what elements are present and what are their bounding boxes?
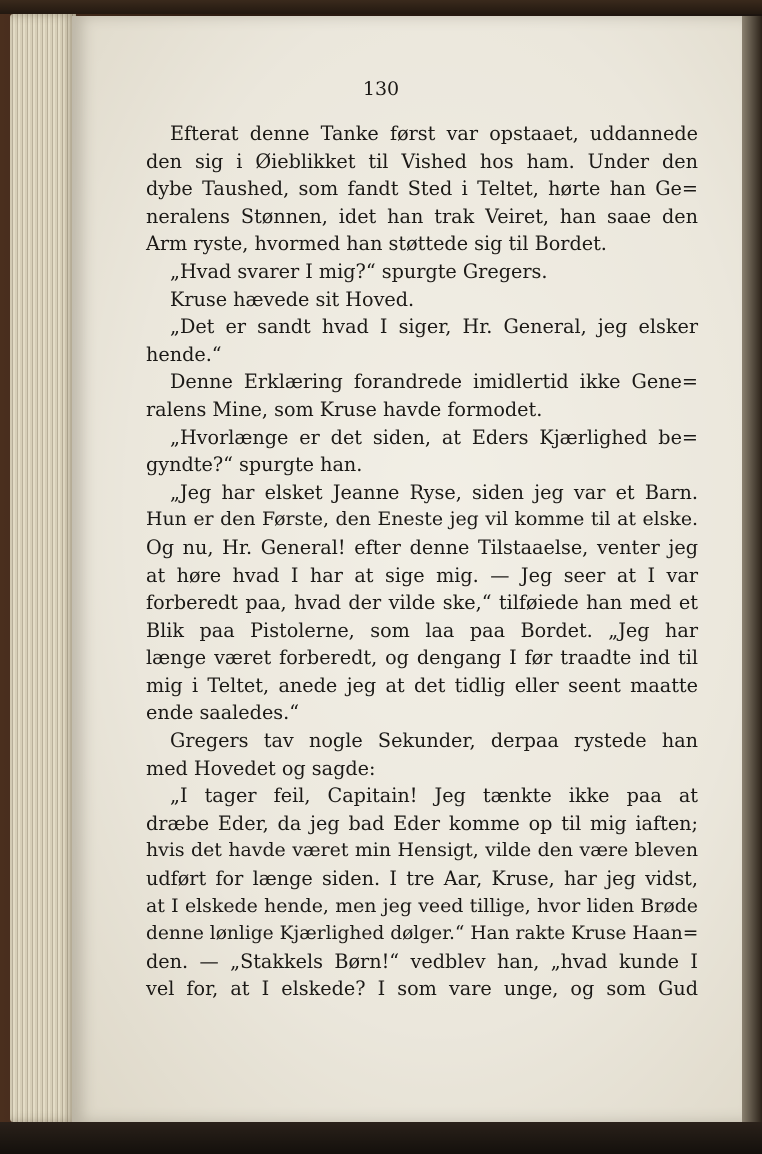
page-number: 130: [362, 78, 400, 100]
text-line: længe været forberedt, og dengang I før traadte ind til: [146, 646, 698, 670]
page-edges: [10, 14, 76, 1122]
page-binding-shadow: [742, 16, 762, 1122]
text-line: dræbe Eder, da jeg bad Eder komme op til mig iaften;: [146, 811, 698, 835]
book-cover-top: [0, 0, 762, 14]
text-line: „Det er sandt hvad I siger, Hr. General, jeg elsker: [170, 315, 698, 339]
book-cover-bottom: [0, 1122, 762, 1154]
text-line: vel for, at I elskede? I som vare unge, og som Gud: [146, 977, 698, 1001]
text-line: Arm ryste, hvormed han støttede sig til Bordet.: [146, 232, 607, 256]
text-line: „I tager feil, Capitain! Jeg tænkte ikke paa at: [170, 784, 698, 808]
text-line: gyndte?“ spurgte han.: [146, 453, 363, 477]
text-line: hende.“: [146, 342, 222, 366]
text-line: „Hvad svarer I mig?“ spurgte Gregers.: [170, 259, 548, 283]
text-line: med Hovedet og sagde:: [146, 756, 376, 780]
text-line: udført for længe siden. I tre Aar, Kruse, har jeg vidst,: [146, 867, 698, 891]
text-line: ende saaledes.“: [146, 701, 300, 725]
text-line: „Hvorlænge er det siden, at Eders Kjærlighed be=: [170, 425, 698, 449]
text-line: neralens Stønnen, idet han trak Veiret, han saae den: [146, 204, 698, 228]
text-line: hvis det havde været min Hensigt, vilde den være bleven: [146, 839, 698, 862]
text-line: forberedt paa, hvad der vilde ske,“ tilføiede han med et: [146, 591, 698, 615]
text-line: dybe Taushed, som fandt Sted i Teltet, hørte han Ge=: [146, 177, 698, 201]
text-line: denne lønlige Kjærlighed dølger.“ Han rakte Kruse Haan=: [146, 923, 699, 945]
text-line: Gregers tav nogle Sekunder, derpaa rystede han: [170, 729, 698, 753]
text-line: ralens Mine, som Kruse havde formodet.: [146, 397, 543, 421]
text-line: Kruse hævede sit Hoved.: [170, 287, 415, 311]
text-line: Efterat denne Tanke først var opstaaet, uddannede: [170, 122, 698, 145]
text-line: at I elskede hende, men jeg veed tillige, hvor liden Brøde: [146, 894, 698, 917]
body-text: [146, 120, 699, 1003]
text-line: den sig i Øieblikket til Vished hos ham. Under den: [146, 149, 698, 173]
text-line: at høre hvad I har at sige mig. — Jeg seer at I var: [146, 563, 698, 587]
text-line: Hun er den Første, den Eneste jeg vil komme til at elske.: [146, 508, 698, 531]
text-line: Og nu, Hr. General! efter denne Tilstaaelse, venter jeg: [146, 535, 698, 559]
text-line: den. — „Stakkels Børn!“ vedblev han, „hvad kunde I: [146, 949, 698, 973]
text-line: Denne Erklæring forandrede imidlertid ikke Gene=: [170, 370, 698, 394]
text-line: Blik paa Pistolerne, som laa paa Bordet. „Jeg har: [146, 618, 698, 642]
text-line: mig i Teltet, anede jeg at det tidlig eller seent maatte: [146, 673, 698, 697]
text-line: „Jeg har elsket Jeanne Ryse, siden jeg var et Barn.: [170, 480, 698, 504]
